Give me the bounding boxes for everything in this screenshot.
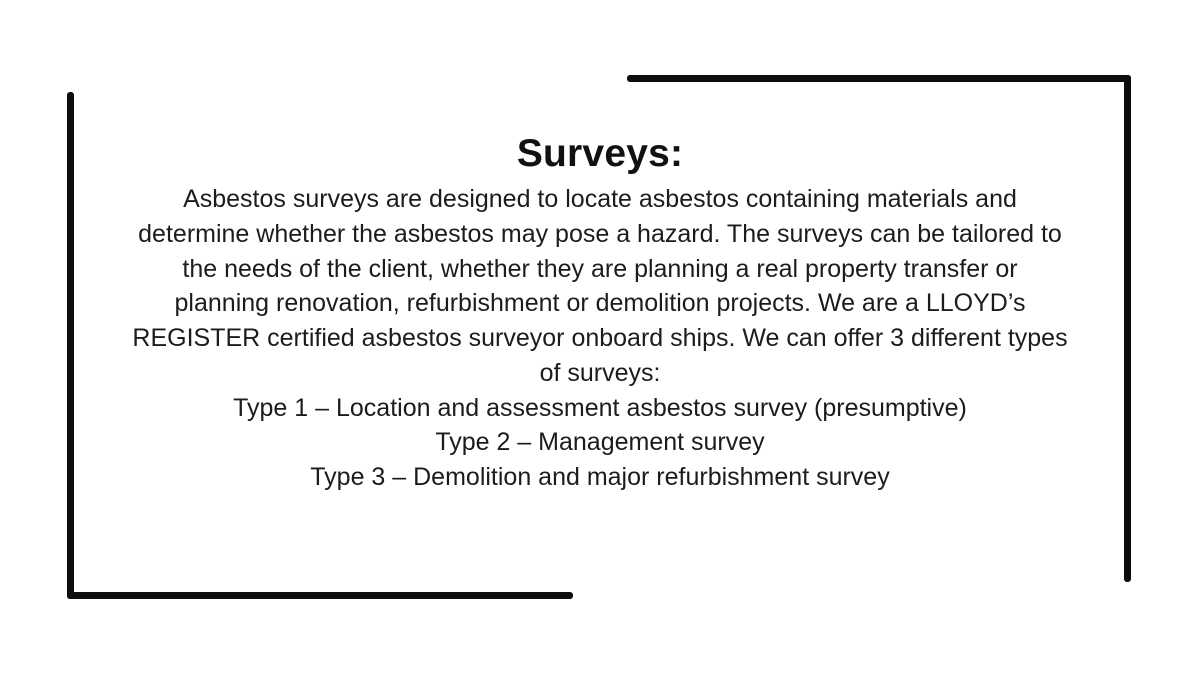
body-paragraph	[80, 182, 1120, 391]
body-line: of surveys:	[539, 358, 661, 387]
survey-type-item: Type 2 – Management survey	[435, 428, 765, 457]
body-line: determine whether the asbestos may pose a hazard. The surveys can be tailored to	[138, 219, 1062, 248]
body-line: planning renovation, refurbishment or demolition projects. We are a LLOYD’s	[174, 289, 1026, 318]
survey-types-list	[80, 391, 1120, 495]
slide-content	[80, 134, 1120, 495]
survey-type-item: Type 3 – Demolition and major refurbishment survey	[310, 463, 890, 491]
body-line: the needs of the client, whether they are planning a real property transfer or	[182, 254, 1018, 283]
frame-right-vertical-line	[1124, 75, 1131, 582]
body-line: Asbestos surveys are designed to locate asbestos containing materials and	[183, 185, 1017, 213]
frame-bottom-left-horizontal-line	[67, 592, 573, 599]
frame-top-right-horizontal-line	[627, 75, 1131, 82]
frame-left-vertical-line	[67, 92, 74, 599]
slide-title: Surveys:	[516, 132, 684, 175]
survey-type-item: Type 1 – Location and assessment asbestos survey (presumptive)	[233, 393, 967, 422]
body-line: REGISTER certified asbestos surveyor onboard ships. We can offer 3 different types	[132, 324, 1068, 352]
